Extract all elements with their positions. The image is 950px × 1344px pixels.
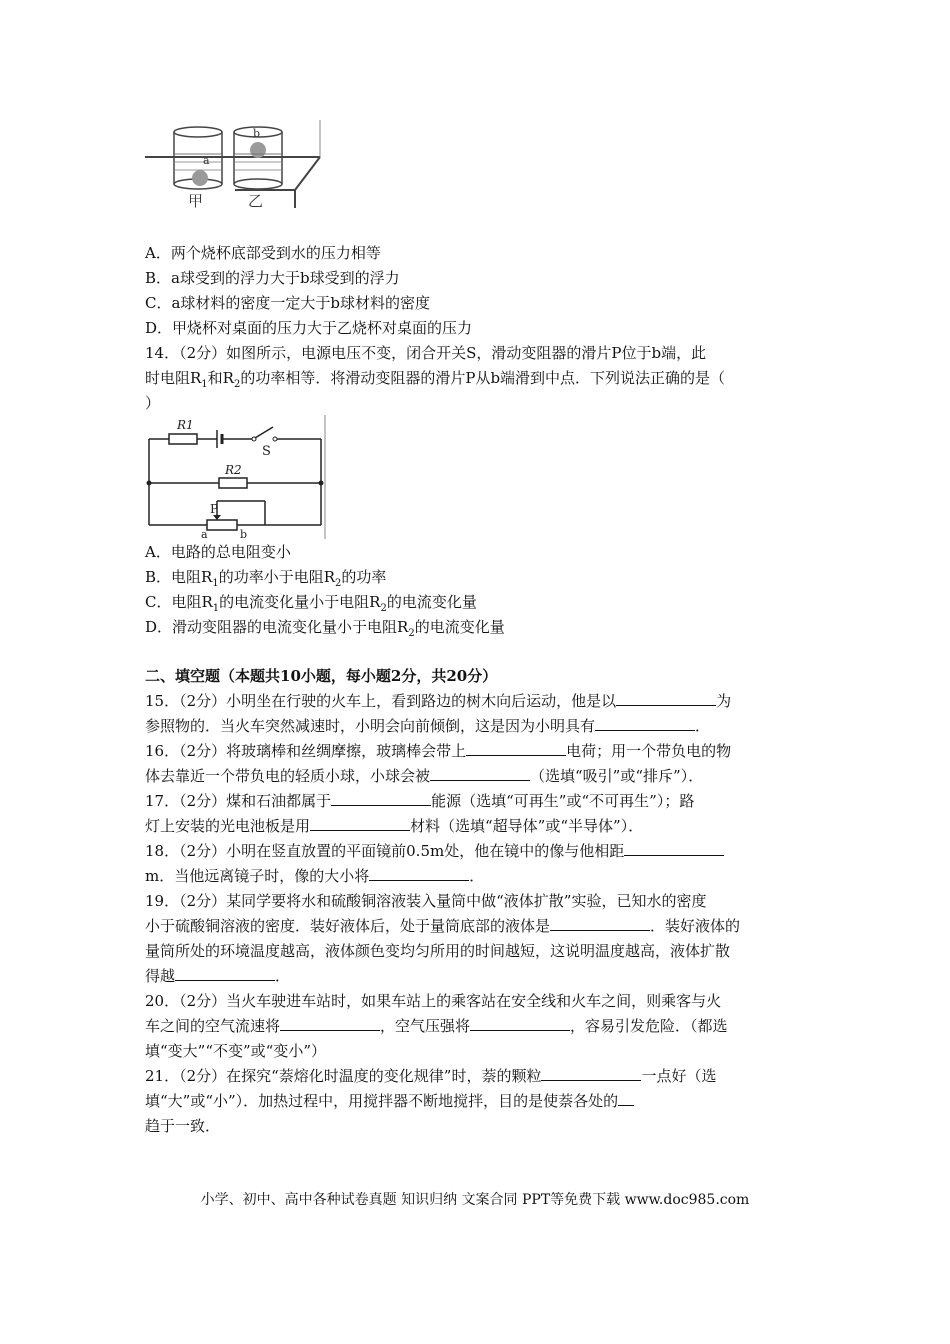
beakers-figure [145,120,325,212]
q14-option-d: D．滑动变阻器的电流变化量小于电阻$R_2$的电流变化量 [145,618,505,639]
q21-line-3: 趋于一致． [145,1117,221,1135]
q13-option-b: B．a球受到的浮力大于b球受到的浮力 [145,269,400,287]
q15-line-1: 15．（2分）小明坐在行驶的火车上，看到路边的树木向后运动，他是以 为 [145,689,731,713]
q21-line-1: 21．（2分）在探究“萘熔化时温度的变化规律”时，萘的颗粒 一点好（选 [145,1064,717,1088]
q20-blank-2[interactable] [470,1014,570,1031]
section-2-title: 二、填空题（本题共10小题，每小题2分，共20分） [145,667,498,685]
q19-line-2: 小于硫酸铜溶液的密度．装好液体后，处于量筒底部的液体是 ．装好液体的 [145,914,740,938]
label-jia: 甲 [188,192,204,210]
q17-line-1: 17．（2分）煤和石油都属于 能源（选填“可再生”或“不可再生”）；路 [145,789,694,813]
q13-option-c: C．a球材料的密度一定大于b球材料的密度 [145,294,431,312]
q14-line-2: 时电阻$R_1$和$R_2$的功率相等．将滑动变阻器的滑片P从b端滑到中点．下列说法正确的是（ [145,369,726,390]
q19-line-1: 19．（2分）某同学要将水和硫酸铜溶液装入量筒中做“液体扩散”实验，已知水的密度 [145,892,707,910]
label-p: P [210,502,219,516]
q19-blank-2[interactable] [175,964,275,981]
q21-line-2: 填“大”或“小”）．加热过程中，用搅拌器不断地搅拌，目的是使萘各处的 [145,1089,634,1113]
q14-option-c: C．电阻$R_1$的电流变化量小于电阻$R_2$的电流变化量 [145,593,477,614]
q16-line-2: 体去靠近一个带负电的轻质小球，小球会被 （选填“吸引”或“排斥”）． [145,764,703,788]
q20-line-1: 20．（2分）当火车驶进车站时，如果车站上的乘客站在安全线和火车之间，则乘客与火 [145,992,722,1010]
q15-blank-2[interactable] [595,714,695,731]
q19-line-4: 得越 ． [145,964,290,988]
q20-line-3: 填“变大”“不变”或“变小”） [145,1042,327,1060]
q16-blank-2[interactable] [430,764,530,781]
label-b: b [253,127,261,140]
q16-blank-1[interactable] [466,739,566,756]
q19-blank-1[interactable] [550,914,650,931]
q13-option-a: A．两个烧杯底部受到水的压力相等 [145,244,381,262]
q14-option-a: A．电路的总电阻变小 [145,543,291,561]
q20-blank-1[interactable] [280,1014,380,1031]
label-a-end: a [201,528,208,539]
circuit-figure [145,415,327,539]
q18-line-2: m．当他远离镜子时，像的大小将 ． [145,864,484,888]
q14-option-b: B．电阻$R_1$的功率小于电阻$R_2$的功率 [145,568,387,589]
q18-line-1: 18．（2分）小明在竖直放置的平面镜前0.5m处，他在镜中的像与他相距 [145,839,724,863]
q18-blank-2[interactable] [369,864,469,881]
q18-blank-1[interactable] [624,839,724,856]
label-r1: R1 [177,418,194,432]
q19-line-3: 量筒所处的环境温度越高，液体颜色变均匀所用的时间越短，这说明温度越高，液体扩散 [145,942,731,960]
label-a: a [203,154,210,167]
label-s: S [262,444,271,459]
q20-line-2: 车之间的空气流速将 ，空气压强将 ，容易引发危险．（都选 [145,1014,728,1038]
q14-line-3: ） [145,394,161,412]
q17-blank-1[interactable] [331,789,431,806]
q15-line-2: 参照物的．当火车突然减速时，小明会向前倾倒，这是因为小明具有 ． [145,714,710,738]
q17-blank-2[interactable] [310,814,410,831]
page-footer: 小学、初中、高中各种试卷真题 知识归纳 文案合同 PPT等免费下载 www.doc985.com [200,1192,750,1208]
label-r2: R2 [225,463,242,477]
q14-line-1: 14．（2分）如图所示，电源电压不变，闭合开关S，滑动变阻器的滑片P位于b端，此 [145,344,707,362]
q17-line-2: 灯上安装的光电池板是用 材料（选填“超导体”或“半导体”）． [145,814,643,838]
q21-blank-2[interactable] [618,1089,634,1106]
q16-line-1: 16．（2分）将玻璃棒和丝绸摩擦，玻璃棒会带上 电荷；用一个带负电的物 [145,739,731,763]
q21-blank-1[interactable] [541,1064,641,1081]
label-yi: 乙 [248,192,264,210]
q13-option-d: D．甲烧杯对桌面的压力大于乙烧杯对桌面的压力 [145,319,473,337]
q15-blank-1[interactable] [616,689,716,706]
label-b-end: b [240,528,248,539]
